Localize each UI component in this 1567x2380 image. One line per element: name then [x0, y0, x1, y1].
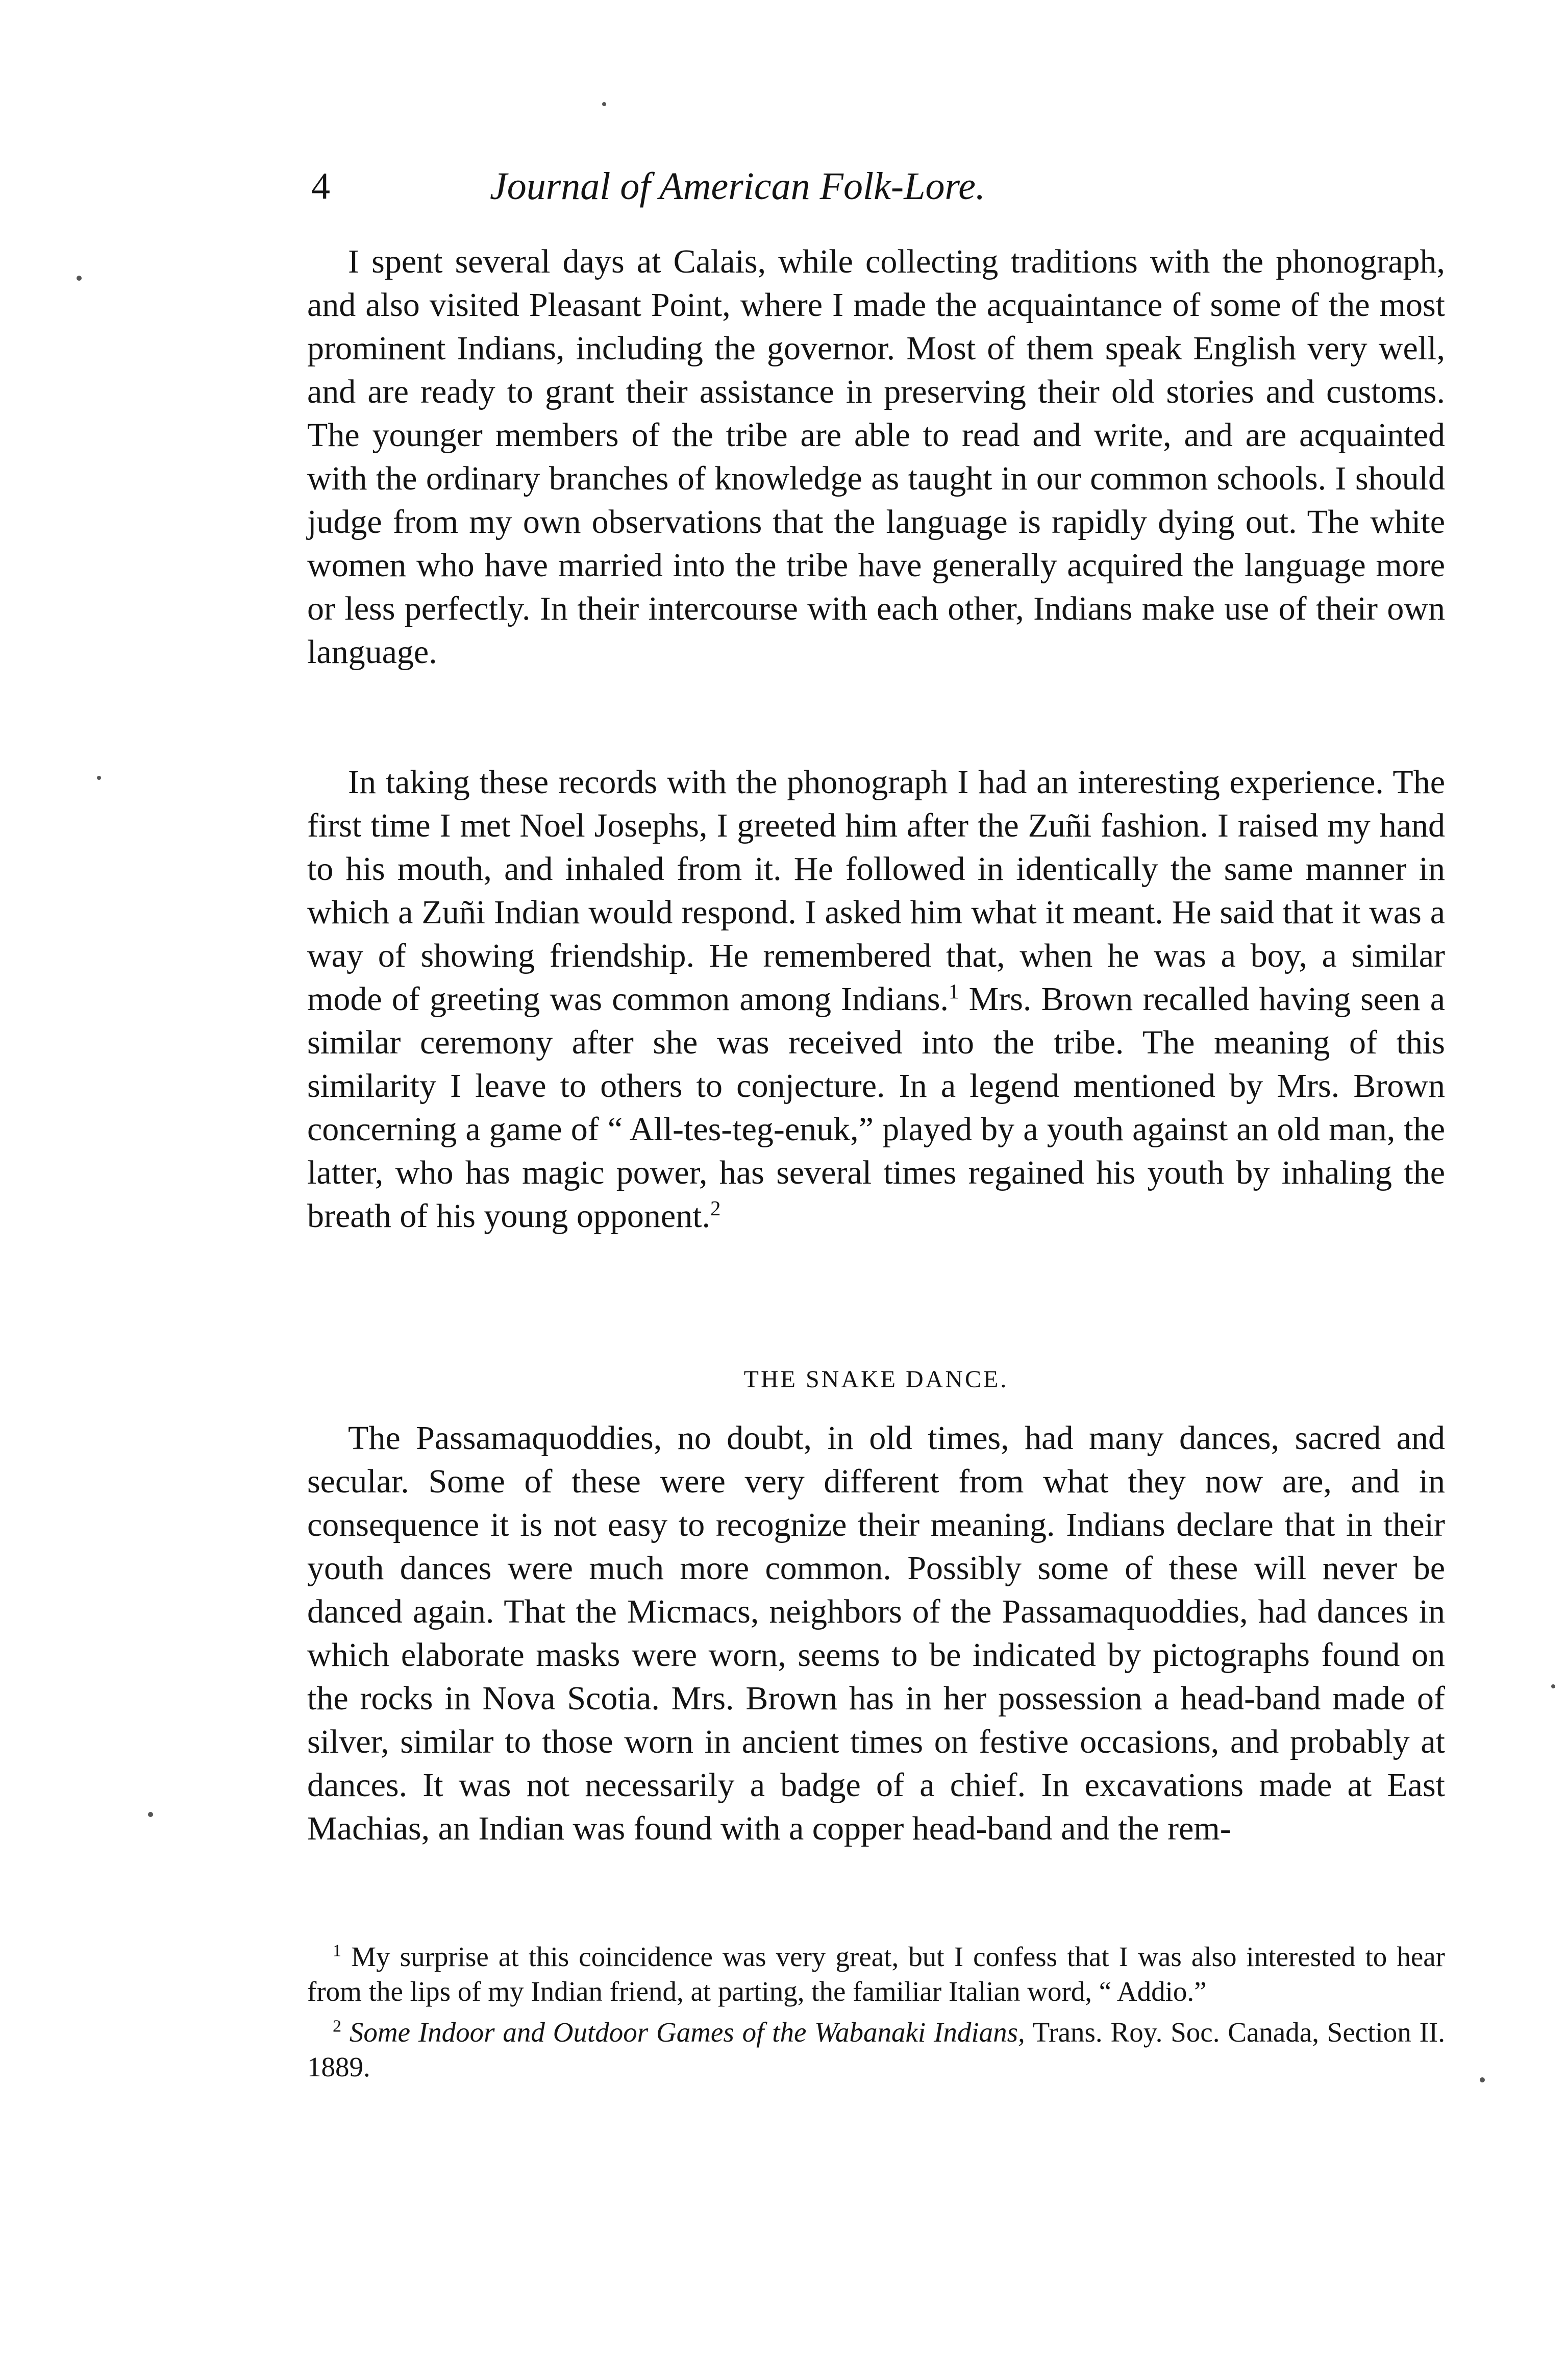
body-paragraph-1: [307, 240, 1445, 674]
footnote-number: 2: [333, 2017, 342, 2036]
speck: [1480, 2077, 1485, 2082]
footnote-cited-title: Some Indoor and Outdoor Games of the Wabanaki Indians,: [341, 2017, 1025, 2048]
footnote-marker-2: 2: [710, 1197, 721, 1220]
paragraph-text: The Passamaquoddies, no doubt, in old times, had many dances, sacred and secular. Some of these were very different from what they now are, and in consequence it is not easy to recognize their meaning. Indians declare that in their youth dances were much more common. Possibly some of these will never be danced again. That the Micmacs, neighbors of the Passamaquoddies, had dances in which elaborate masks were worn, seems to be indicated by pictographs found on the rocks in Nova Scotia. Mrs. Brown has in her possession a head-band made of silver, similar to those worn in ancient times on festive occasions, and probably at dances. It was not necessarily a badge of a chief. In excavations made at East Machias, an Indian was found with a copper head-band and the rem-: [307, 1419, 1445, 1847]
page-number: 4: [311, 165, 330, 207]
speck: [1551, 1684, 1555, 1688]
section-paragraph: [307, 1416, 1445, 1850]
paragraph-text: Mrs. Brown recalled having seen a similar ceremony after she was received into the tribe. The meaning of this similarity I leave to others to conjecture. In a legend mentioned by Mrs. Brown concerning a game of “ All-tes-teg-enuk,” played by a youth against an old man, the latter, who has magic power, has several times regained his youth by inhaling the breath of his young opponent.: [307, 980, 1445, 1235]
footnotes: [307, 1940, 1445, 2091]
footnote-2: [307, 2015, 1445, 2084]
speck: [77, 276, 82, 281]
paragraph-text: I spent several days at Calais, while collecting traditions with the phonograph, and also visited Pleasant Point, where I made the acquaintance of some of the most prominent Indians, including the governor. Most of them speak English very well, and are ready to grant their assistance in preserving their old stories and customs. The younger members of the tribe are able to read and write, and are acquainted with the ordinary branches of knowledge as taught in our common schools. I should judge from my own observations that the language is rapidly dying out. The white women who have married into the tribe have generally acquired the language more or less perfectly. In their intercourse with each other, Indians make use of their own language.: [307, 243, 1445, 671]
footnote-text: My surprise at this coincidence was very great, but I confess that I was also interested to hear from the lips of my Indian friend, at parting, the familiar Italian word, “ Addio.”: [307, 1941, 1445, 2007]
footnote-marker-1: 1: [948, 980, 959, 1003]
footnote-number: 1: [333, 1941, 342, 1960]
running-head: Journal of American Folk-Lore.: [490, 165, 985, 208]
footnote-1: [307, 1940, 1445, 2009]
section-heading: THE SNAKE DANCE.: [743, 1366, 1009, 1393]
speck: [602, 102, 606, 106]
paragraph-text: In taking these records with the phonograph I had an interesting experience. The first time I met Noel Josephs, I greeted him after the Zuñi fashion. I raised my hand to his mouth, and inhaled from it. He followed in identically the same manner in which a Zuñi Indian would respond. I asked him what it meant. He said that it was a way of showing friendship. He remembered that, when he was a boy, a similar mode of greeting was common among Indians.: [307, 764, 1445, 1018]
footnote-text: Trans. Roy. Soc. Canada, Section II. 1889.: [307, 2017, 1445, 2082]
body-paragraph-2: [307, 760, 1445, 1238]
speck: [97, 776, 101, 780]
page-header: [306, 153, 1439, 219]
speck: [148, 1812, 153, 1817]
